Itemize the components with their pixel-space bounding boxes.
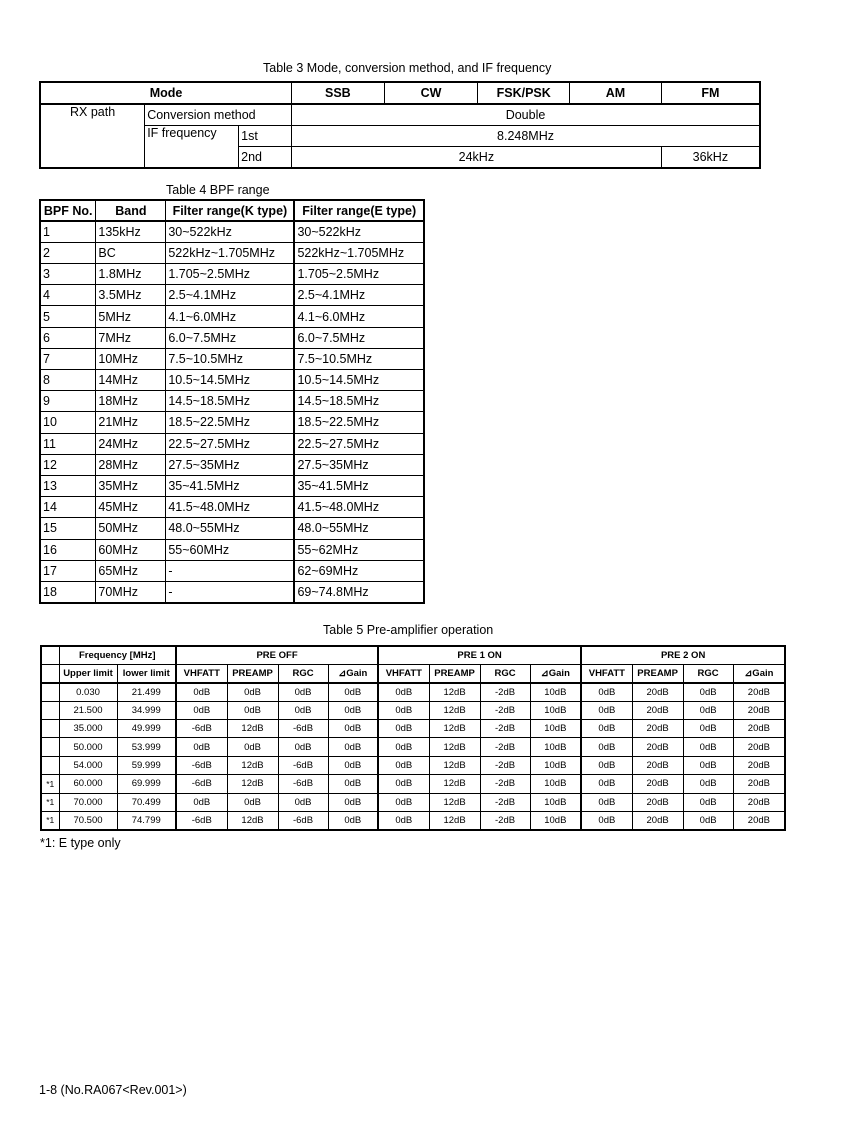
table-row	[40, 327, 424, 348]
table-row	[40, 497, 424, 518]
bpf-cell: 24MHz	[96, 433, 166, 454]
preamp-cell: 0dB	[278, 738, 328, 756]
preamp-cell: 50.000	[59, 738, 117, 756]
table5-blank-cell	[41, 664, 59, 682]
fskpsk-header: FSK/PSK	[478, 82, 570, 104]
bpf-cell: 62~69MHz	[294, 560, 424, 581]
preamp-cell: 10dB	[530, 720, 581, 738]
preamp-cell: 0dB	[683, 756, 733, 774]
bpf-cell: 35MHz	[96, 475, 166, 496]
preamp-cell: 12dB	[429, 738, 480, 756]
bpf-cell: 55~60MHz	[166, 539, 295, 560]
preamp-cell: 0dB	[683, 793, 733, 811]
bpf-column-header: BPF No.	[40, 200, 96, 221]
bpf-cell: 1.8MHz	[96, 264, 166, 285]
conversion-method-value: Double	[292, 104, 760, 126]
preamp-cell: -6dB	[278, 775, 328, 793]
preamp-cell: 10dB	[530, 683, 581, 701]
preamp-cell: 0dB	[176, 738, 227, 756]
bpf-cell: 10.5~14.5MHz	[166, 370, 295, 391]
table-row	[41, 720, 785, 738]
table5-sub-header-row	[41, 664, 785, 682]
preamp-cell: 20dB	[632, 775, 683, 793]
table-row	[40, 264, 424, 285]
bpf-cell: 7.5~10.5MHz	[294, 348, 424, 369]
bpf-column-header: Filter range(E type)	[294, 200, 424, 221]
bpf-cell: 4.1~6.0MHz	[294, 306, 424, 327]
preamp-column-header: PREAMP	[227, 664, 278, 682]
preamp-column-header: VHFATT	[176, 664, 227, 682]
preamp-cell: 0.030	[59, 683, 117, 701]
frequency-header: Frequency [MHz]	[59, 646, 176, 664]
preamp-cell: 20dB	[632, 738, 683, 756]
bpf-cell: 7MHz	[96, 327, 166, 348]
preamp-cell: 0dB	[328, 756, 378, 774]
preamp-cell: 0dB	[328, 720, 378, 738]
preamp-cell: 0dB	[581, 775, 632, 793]
preamp-cell: -2dB	[480, 812, 530, 830]
table-row	[40, 348, 424, 369]
preamp-cell: 0dB	[581, 720, 632, 738]
bpf-cell: 22.5~27.5MHz	[294, 433, 424, 454]
preamp-cell: -6dB	[176, 812, 227, 830]
bpf-cell: 14.5~18.5MHz	[166, 391, 295, 412]
bpf-cell: -	[166, 581, 295, 602]
bpf-cell: 16	[40, 539, 96, 560]
table-row	[41, 775, 785, 793]
preamp-cell: 20dB	[733, 738, 785, 756]
mode-conversion-table	[39, 81, 761, 169]
preamp-column-header: RGC	[278, 664, 328, 682]
preamp-cell: 12dB	[227, 775, 278, 793]
preamp-cell: 10dB	[530, 701, 581, 719]
bpf-cell: 5MHz	[96, 306, 166, 327]
preamp-cell: 0dB	[278, 793, 328, 811]
preamp-column-header: VHFATT	[581, 664, 632, 682]
footnote-marker: *1	[41, 793, 59, 811]
bpf-cell: 18	[40, 581, 96, 602]
bpf-cell: 10MHz	[96, 348, 166, 369]
table-row	[40, 221, 424, 242]
preamp-cell: 0dB	[227, 701, 278, 719]
preamp-cell: 0dB	[227, 738, 278, 756]
preamp-cell: 59.999	[117, 756, 176, 774]
conversion-method-label: Conversion method	[145, 104, 292, 126]
bpf-cell: 12	[40, 454, 96, 475]
bpf-cell: 35~41.5MHz	[294, 475, 424, 496]
preamp-cell: 20dB	[632, 756, 683, 774]
preamp-cell: 0dB	[683, 701, 733, 719]
preamp-cell: 69.999	[117, 775, 176, 793]
preamp-cell: -2dB	[480, 738, 530, 756]
bpf-cell: 11	[40, 433, 96, 454]
footnote-marker: *1	[41, 812, 59, 830]
bpf-cell: 10.5~14.5MHz	[294, 370, 424, 391]
preamp-cell: 20dB	[733, 720, 785, 738]
footnote-marker	[41, 738, 59, 756]
preamp-cell: 0dB	[683, 775, 733, 793]
bpf-cell: 8	[40, 370, 96, 391]
bpf-cell: 2.5~4.1MHz	[294, 285, 424, 306]
preamp-cell: -2dB	[480, 775, 530, 793]
bpf-cell: 18.5~22.5MHz	[166, 412, 295, 433]
bpf-cell: 48.0~55MHz	[166, 518, 295, 539]
preamp-cell: -6dB	[176, 720, 227, 738]
if-second-label: 2nd	[239, 147, 292, 169]
table-row	[41, 683, 785, 701]
preamp-cell: 70.000	[59, 793, 117, 811]
preamp-cell: 10dB	[530, 756, 581, 774]
preamp-cell: 20dB	[733, 812, 785, 830]
bpf-cell: 2.5~4.1MHz	[166, 285, 295, 306]
preamp-cell: 70.499	[117, 793, 176, 811]
preamp-cell: 21.500	[59, 701, 117, 719]
table-row	[40, 560, 424, 581]
table-row	[40, 370, 424, 391]
preamp-cell: -2dB	[480, 756, 530, 774]
preamp-cell: 0dB	[683, 720, 733, 738]
bpf-cell: 45MHz	[96, 497, 166, 518]
preamp-column-header: PREAMP	[632, 664, 683, 682]
table-row	[40, 454, 424, 475]
preamp-cell: -6dB	[176, 775, 227, 793]
preamp-column-header: lower limit	[117, 664, 176, 682]
bpf-cell: BC	[96, 242, 166, 263]
table3-row	[40, 104, 760, 126]
bpf-cell: 1.705~2.5MHz	[166, 264, 295, 285]
preamp-cell: 53.999	[117, 738, 176, 756]
fm-header: FM	[661, 82, 760, 104]
bpf-cell: 6.0~7.5MHz	[294, 327, 424, 348]
bpf-cell: 10	[40, 412, 96, 433]
bpf-range-table	[39, 199, 425, 604]
preamp-cell: 12dB	[429, 683, 480, 701]
bpf-cell: 5	[40, 306, 96, 327]
preamp-cell: 12dB	[429, 775, 480, 793]
preamp-cell: 0dB	[378, 756, 429, 774]
bpf-cell: 4	[40, 285, 96, 306]
table-row	[40, 539, 424, 560]
table-row	[41, 701, 785, 719]
pre-off-header: PRE OFF	[176, 646, 378, 664]
bpf-cell: 60MHz	[96, 539, 166, 560]
table-row	[41, 756, 785, 774]
preamp-cell: 0dB	[328, 683, 378, 701]
preamp-cell: 0dB	[378, 720, 429, 738]
table-row	[40, 518, 424, 539]
bpf-cell: 6	[40, 327, 96, 348]
preamp-cell: 0dB	[378, 738, 429, 756]
preamp-column-header: RGC	[683, 664, 733, 682]
if-second-fm-value: 36kHz	[661, 147, 760, 169]
preamp-operation-table	[40, 645, 786, 831]
preamp-cell: 49.999	[117, 720, 176, 738]
preamp-cell: -6dB	[278, 812, 328, 830]
preamp-cell: 20dB	[733, 793, 785, 811]
if-first-value: 8.248MHz	[292, 125, 760, 147]
preamp-cell: 60.000	[59, 775, 117, 793]
bpf-cell: 65MHz	[96, 560, 166, 581]
preamp-cell: 0dB	[581, 756, 632, 774]
preamp-cell: -6dB	[176, 756, 227, 774]
footnote-marker	[41, 720, 59, 738]
preamp-cell: 0dB	[581, 738, 632, 756]
preamp-cell: 10dB	[530, 812, 581, 830]
preamp-cell: 12dB	[429, 720, 480, 738]
footnote-marker	[41, 701, 59, 719]
bpf-cell: 27.5~35MHz	[166, 454, 295, 475]
preamp-cell: 0dB	[378, 775, 429, 793]
preamp-cell: 0dB	[278, 683, 328, 701]
preamp-cell: 0dB	[176, 701, 227, 719]
if-second-value: 24kHz	[292, 147, 662, 169]
preamp-cell: 34.999	[117, 701, 176, 719]
preamp-column-header: ⊿Gain	[733, 664, 785, 682]
table-row	[40, 475, 424, 496]
bpf-cell: 48.0~55MHz	[294, 518, 424, 539]
bpf-column-header: Band	[96, 200, 166, 221]
table3-header-row	[40, 82, 760, 104]
preamp-cell: -2dB	[480, 793, 530, 811]
bpf-cell: 7	[40, 348, 96, 369]
table-row	[41, 738, 785, 756]
bpf-cell: 30~522kHz	[166, 221, 295, 242]
preamp-cell: 12dB	[429, 701, 480, 719]
preamp-column-header: PREAMP	[429, 664, 480, 682]
bpf-cell: 15	[40, 518, 96, 539]
bpf-cell: 3.5MHz	[96, 285, 166, 306]
bpf-cell: 21MHz	[96, 412, 166, 433]
bpf-cell: 27.5~35MHz	[294, 454, 424, 475]
bpf-cell: 14MHz	[96, 370, 166, 391]
preamp-cell: 20dB	[632, 683, 683, 701]
preamp-cell: 0dB	[581, 793, 632, 811]
preamp-cell: -6dB	[278, 720, 328, 738]
preamp-cell: -6dB	[278, 756, 328, 774]
preamp-cell: 20dB	[733, 775, 785, 793]
preamp-cell: 12dB	[227, 720, 278, 738]
table-row	[40, 285, 424, 306]
preamp-cell: 20dB	[733, 683, 785, 701]
table5-footnote: *1: E type only	[40, 836, 121, 850]
preamp-cell: 0dB	[328, 738, 378, 756]
pre2-on-header: PRE 2 ON	[581, 646, 785, 664]
bpf-cell: 50MHz	[96, 518, 166, 539]
table-row	[40, 242, 424, 263]
table3-title: Table 3 Mode, conversion method, and IF frequency	[263, 61, 552, 75]
bpf-cell: 35~41.5MHz	[166, 475, 295, 496]
preamp-cell: 0dB	[328, 793, 378, 811]
table-row	[40, 433, 424, 454]
preamp-cell: 20dB	[632, 720, 683, 738]
bpf-cell: 18.5~22.5MHz	[294, 412, 424, 433]
preamp-cell: 10dB	[530, 793, 581, 811]
table4-header-row	[40, 200, 424, 221]
bpf-cell: 30~522kHz	[294, 221, 424, 242]
bpf-cell: 41.5~48.0MHz	[294, 497, 424, 518]
preamp-cell: 0dB	[328, 812, 378, 830]
preamp-cell: 0dB	[328, 701, 378, 719]
preamp-cell: 20dB	[733, 756, 785, 774]
preamp-cell: 20dB	[733, 701, 785, 719]
preamp-cell: 0dB	[227, 683, 278, 701]
bpf-cell: 4.1~6.0MHz	[166, 306, 295, 327]
preamp-cell: 35.000	[59, 720, 117, 738]
preamp-cell: 0dB	[176, 793, 227, 811]
bpf-cell: 6.0~7.5MHz	[166, 327, 295, 348]
bpf-cell: 7.5~10.5MHz	[166, 348, 295, 369]
bpf-cell: 1	[40, 221, 96, 242]
table-row	[40, 391, 424, 412]
if-first-label: 1st	[239, 125, 292, 147]
bpf-cell: 3	[40, 264, 96, 285]
preamp-cell: 70.500	[59, 812, 117, 830]
table-row	[40, 306, 424, 327]
preamp-cell: 0dB	[581, 683, 632, 701]
cw-header: CW	[384, 82, 478, 104]
preamp-cell: 20dB	[632, 793, 683, 811]
preamp-column-header: RGC	[480, 664, 530, 682]
bpf-cell: 9	[40, 391, 96, 412]
preamp-cell: 0dB	[378, 701, 429, 719]
preamp-cell: 20dB	[632, 701, 683, 719]
preamp-cell: 0dB	[378, 793, 429, 811]
preamp-cell: 54.000	[59, 756, 117, 774]
bpf-cell: 70MHz	[96, 581, 166, 602]
bpf-column-header: Filter range(K type)	[166, 200, 295, 221]
footnote-marker: *1	[41, 775, 59, 793]
preamp-cell: -2dB	[480, 701, 530, 719]
bpf-cell: 22.5~27.5MHz	[166, 433, 295, 454]
preamp-cell: 12dB	[429, 812, 480, 830]
table5-blank-cell	[41, 646, 59, 664]
preamp-cell: 0dB	[581, 812, 632, 830]
bpf-cell: 41.5~48.0MHz	[166, 497, 295, 518]
bpf-cell: 13	[40, 475, 96, 496]
table3-row	[40, 125, 760, 147]
preamp-cell: 10dB	[530, 738, 581, 756]
bpf-cell: -	[166, 560, 295, 581]
preamp-cell: 12dB	[429, 793, 480, 811]
preamp-cell: 10dB	[530, 775, 581, 793]
rx-path-cell: RX path	[40, 104, 145, 169]
preamp-column-header: VHFATT	[378, 664, 429, 682]
bpf-cell: 522kHz~1.705MHz	[166, 242, 295, 263]
preamp-cell: 12dB	[227, 756, 278, 774]
footnote-marker	[41, 756, 59, 774]
table-row	[40, 581, 424, 602]
bpf-cell: 1.705~2.5MHz	[294, 264, 424, 285]
preamp-cell: 0dB	[581, 701, 632, 719]
table4-title: Table 4 BPF range	[166, 183, 270, 197]
table-row	[41, 793, 785, 811]
bpf-cell: 522kHz~1.705MHz	[294, 242, 424, 263]
bpf-cell: 18MHz	[96, 391, 166, 412]
preamp-cell: 21.499	[117, 683, 176, 701]
preamp-cell: 0dB	[683, 683, 733, 701]
bpf-cell: 28MHz	[96, 454, 166, 475]
preamp-cell: 0dB	[683, 738, 733, 756]
table5-group-header-row	[41, 646, 785, 664]
preamp-column-header: ⊿Gain	[530, 664, 581, 682]
bpf-cell: 2	[40, 242, 96, 263]
preamp-cell: 0dB	[328, 775, 378, 793]
bpf-cell: 17	[40, 560, 96, 581]
preamp-cell: 12dB	[429, 756, 480, 774]
preamp-cell: -2dB	[480, 683, 530, 701]
ssb-header: SSB	[292, 82, 385, 104]
table5-title: Table 5 Pre-amplifier operation	[323, 623, 494, 637]
preamp-cell: 0dB	[176, 683, 227, 701]
preamp-cell: 0dB	[378, 812, 429, 830]
am-header: AM	[570, 82, 662, 104]
bpf-cell: 14	[40, 497, 96, 518]
preamp-cell: 12dB	[227, 812, 278, 830]
if-frequency-label: IF frequency	[145, 125, 239, 168]
preamp-cell: 0dB	[378, 683, 429, 701]
page-footer: 1-8 (No.RA067<Rev.001>)	[39, 1083, 187, 1097]
preamp-column-header: ⊿Gain	[328, 664, 378, 682]
table-row	[40, 412, 424, 433]
bpf-cell: 55~62MHz	[294, 539, 424, 560]
preamp-cell: 0dB	[683, 812, 733, 830]
preamp-column-header: Upper limit	[59, 664, 117, 682]
preamp-cell: 20dB	[632, 812, 683, 830]
preamp-cell: -2dB	[480, 720, 530, 738]
table-row	[41, 812, 785, 830]
preamp-cell: 0dB	[278, 701, 328, 719]
preamp-cell: 74.799	[117, 812, 176, 830]
bpf-cell: 69~74.8MHz	[294, 581, 424, 602]
preamp-cell: 0dB	[227, 793, 278, 811]
mode-header: Mode	[40, 82, 292, 104]
pre1-on-header: PRE 1 ON	[378, 646, 581, 664]
bpf-cell: 135kHz	[96, 221, 166, 242]
bpf-cell: 14.5~18.5MHz	[294, 391, 424, 412]
footnote-marker	[41, 683, 59, 701]
